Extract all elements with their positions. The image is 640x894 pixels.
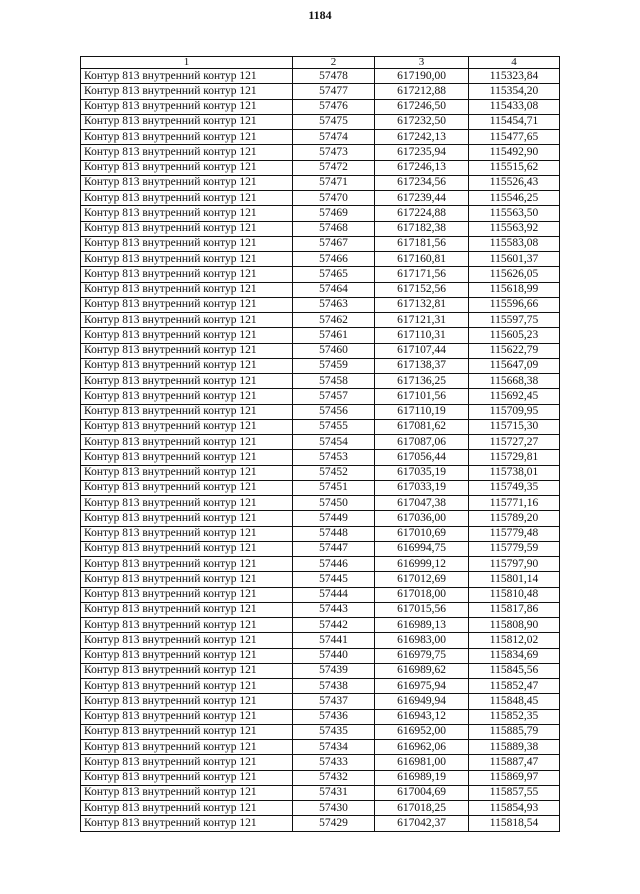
- point-number-cell: 57461: [293, 328, 375, 343]
- point-number-cell: 57444: [293, 587, 375, 602]
- contour-name-cell: Контур 813 внутренний контур 121: [81, 511, 293, 526]
- table-row: [81, 694, 560, 709]
- table-row: [81, 419, 560, 434]
- x-coordinate-cell: 616999,12: [375, 557, 469, 572]
- table-row: [81, 175, 560, 190]
- table-row: [81, 145, 560, 160]
- point-number-cell: 57447: [293, 541, 375, 556]
- table-row: [81, 511, 560, 526]
- x-coordinate-cell: 617107,44: [375, 343, 469, 358]
- x-coordinate-cell: 617101,56: [375, 389, 469, 404]
- contour-name-cell: Контур 813 внутренний контур 121: [81, 282, 293, 297]
- x-coordinate-cell: 617033,19: [375, 480, 469, 495]
- table-row: [81, 404, 560, 419]
- x-coordinate-cell: 617035,19: [375, 465, 469, 480]
- contour-name-cell: Контур 813 внутренний контур 121: [81, 450, 293, 465]
- table-row: [81, 709, 560, 724]
- x-coordinate-cell: 617036,00: [375, 511, 469, 526]
- y-coordinate-cell: 115771,16: [469, 496, 560, 511]
- contour-name-cell: Контур 813 внутренний контур 121: [81, 419, 293, 434]
- y-coordinate-cell: 115605,23: [469, 328, 560, 343]
- contour-name-cell: Контур 813 внутренний контур 121: [81, 328, 293, 343]
- point-number-cell: 57459: [293, 358, 375, 373]
- y-coordinate-cell: 115854,93: [469, 801, 560, 816]
- x-coordinate-cell: 617224,88: [375, 206, 469, 221]
- column-header-3: 3: [375, 57, 469, 69]
- y-coordinate-cell: 115729,81: [469, 450, 560, 465]
- contour-name-cell: Контур 813 внутренний контур 121: [81, 663, 293, 678]
- y-coordinate-cell: 115601,37: [469, 252, 560, 267]
- point-number-cell: 57451: [293, 480, 375, 495]
- point-number-cell: 57453: [293, 450, 375, 465]
- point-number-cell: 57452: [293, 465, 375, 480]
- y-coordinate-cell: 115626,05: [469, 267, 560, 282]
- x-coordinate-cell: 617132,81: [375, 297, 469, 312]
- column-header-4: 4: [469, 57, 560, 69]
- point-number-cell: 57467: [293, 236, 375, 251]
- y-coordinate-cell: 115492,90: [469, 145, 560, 160]
- x-coordinate-cell: 617246,50: [375, 99, 469, 114]
- point-number-cell: 57430: [293, 801, 375, 816]
- x-coordinate-cell: 617056,44: [375, 450, 469, 465]
- y-coordinate-cell: 115647,09: [469, 358, 560, 373]
- table-row: [81, 69, 560, 84]
- y-coordinate-cell: 115749,35: [469, 480, 560, 495]
- point-number-cell: 57477: [293, 84, 375, 99]
- point-number-cell: 57473: [293, 145, 375, 160]
- y-coordinate-cell: 115885,79: [469, 724, 560, 739]
- contour-name-cell: Контур 813 внутренний контур 121: [81, 694, 293, 709]
- x-coordinate-cell: 617182,38: [375, 221, 469, 236]
- contour-name-cell: Контур 813 внутренний контур 121: [81, 785, 293, 800]
- contour-name-cell: Контур 813 внутренний контур 121: [81, 69, 293, 84]
- y-coordinate-cell: 115477,65: [469, 130, 560, 145]
- x-coordinate-cell: 617081,62: [375, 419, 469, 434]
- y-coordinate-cell: 115546,25: [469, 191, 560, 206]
- contour-name-cell: Контур 813 внутренний контур 121: [81, 541, 293, 556]
- y-coordinate-cell: 115668,38: [469, 374, 560, 389]
- column-header-2: 2: [293, 57, 375, 69]
- contour-name-cell: Контур 813 внутренний контур 121: [81, 480, 293, 495]
- table-row: [81, 602, 560, 617]
- point-number-cell: 57464: [293, 282, 375, 297]
- y-coordinate-cell: 115887,47: [469, 755, 560, 770]
- contour-name-cell: Контур 813 внутренний контур 121: [81, 130, 293, 145]
- x-coordinate-cell: 616975,94: [375, 679, 469, 694]
- x-coordinate-cell: 616949,94: [375, 694, 469, 709]
- x-coordinate-cell: 617087,06: [375, 435, 469, 450]
- y-coordinate-cell: 115597,75: [469, 313, 560, 328]
- table-row: [81, 206, 560, 221]
- x-coordinate-cell: 617136,25: [375, 374, 469, 389]
- point-number-cell: 57460: [293, 343, 375, 358]
- table-row: [81, 313, 560, 328]
- x-coordinate-cell: 617042,37: [375, 816, 469, 831]
- table-row: [81, 572, 560, 587]
- point-number-cell: 57450: [293, 496, 375, 511]
- contour-name-cell: Контур 813 внутренний контур 121: [81, 236, 293, 251]
- contour-name-cell: Контур 813 внутренний контур 121: [81, 602, 293, 617]
- y-coordinate-cell: 115817,86: [469, 602, 560, 617]
- coordinates-table: [80, 56, 560, 832]
- point-number-cell: 57462: [293, 313, 375, 328]
- y-coordinate-cell: 115563,92: [469, 221, 560, 236]
- table-row: [81, 328, 560, 343]
- table-row: [81, 252, 560, 267]
- point-number-cell: 57446: [293, 557, 375, 572]
- contour-name-cell: Контур 813 внутренний контур 121: [81, 724, 293, 739]
- y-coordinate-cell: 115779,48: [469, 526, 560, 541]
- contour-name-cell: Контур 813 внутренний контур 121: [81, 297, 293, 312]
- y-coordinate-cell: 115797,90: [469, 557, 560, 572]
- point-number-cell: 57439: [293, 663, 375, 678]
- y-coordinate-cell: 115852,35: [469, 709, 560, 724]
- table-row: [81, 465, 560, 480]
- x-coordinate-cell: 617232,50: [375, 114, 469, 129]
- contour-name-cell: Контур 813 внутренний контур 121: [81, 618, 293, 633]
- column-header-1: 1: [81, 57, 293, 69]
- x-coordinate-cell: 616979,75: [375, 648, 469, 663]
- x-coordinate-cell: 616962,06: [375, 740, 469, 755]
- y-coordinate-cell: 115808,90: [469, 618, 560, 633]
- table-row: [81, 99, 560, 114]
- y-coordinate-cell: 115848,45: [469, 694, 560, 709]
- x-coordinate-cell: 617235,94: [375, 145, 469, 160]
- contour-name-cell: Контур 813 внутренний контур 121: [81, 114, 293, 129]
- point-number-cell: 57465: [293, 267, 375, 282]
- x-coordinate-cell: 617138,37: [375, 358, 469, 373]
- page-number: 1184: [308, 8, 332, 22]
- point-number-cell: 57474: [293, 130, 375, 145]
- y-coordinate-cell: 115433,08: [469, 99, 560, 114]
- table-row: [81, 358, 560, 373]
- x-coordinate-cell: 617234,56: [375, 175, 469, 190]
- y-coordinate-cell: 115692,45: [469, 389, 560, 404]
- point-number-cell: 57466: [293, 252, 375, 267]
- contour-name-cell: Контур 813 внутренний контур 121: [81, 816, 293, 831]
- table-row: [81, 389, 560, 404]
- table-row: [81, 236, 560, 251]
- point-number-cell: 57436: [293, 709, 375, 724]
- point-number-cell: 57445: [293, 572, 375, 587]
- table-row: [81, 435, 560, 450]
- point-number-cell: 57443: [293, 602, 375, 617]
- point-number-cell: 57448: [293, 526, 375, 541]
- table-row: [81, 526, 560, 541]
- table-row: [81, 160, 560, 175]
- y-coordinate-cell: 115845,56: [469, 663, 560, 678]
- x-coordinate-cell: 617004,69: [375, 785, 469, 800]
- point-number-cell: 57471: [293, 175, 375, 190]
- x-coordinate-cell: 617239,44: [375, 191, 469, 206]
- y-coordinate-cell: 115738,01: [469, 465, 560, 480]
- y-coordinate-cell: 115869,97: [469, 770, 560, 785]
- x-coordinate-cell: 617015,56: [375, 602, 469, 617]
- contour-name-cell: Контур 813 внутренний контур 121: [81, 313, 293, 328]
- point-number-cell: 57432: [293, 770, 375, 785]
- point-number-cell: 57438: [293, 679, 375, 694]
- contour-name-cell: Контур 813 внутренний контур 121: [81, 221, 293, 236]
- table-row: [81, 785, 560, 800]
- contour-name-cell: Контур 813 внутренний контур 121: [81, 206, 293, 221]
- x-coordinate-cell: 616943,12: [375, 709, 469, 724]
- contour-name-cell: Контур 813 внутренний контур 121: [81, 160, 293, 175]
- y-coordinate-cell: 115818,54: [469, 816, 560, 831]
- table-row: [81, 755, 560, 770]
- table-row: [81, 130, 560, 145]
- contour-name-cell: Контур 813 внутренний контур 121: [81, 709, 293, 724]
- x-coordinate-cell: 617152,56: [375, 282, 469, 297]
- y-coordinate-cell: 115622,79: [469, 343, 560, 358]
- table-row: [81, 191, 560, 206]
- x-coordinate-cell: 617212,88: [375, 84, 469, 99]
- table-row: [81, 114, 560, 129]
- contour-name-cell: Контур 813 внутренний контур 121: [81, 99, 293, 114]
- y-coordinate-cell: 115857,55: [469, 785, 560, 800]
- point-number-cell: 57472: [293, 160, 375, 175]
- y-coordinate-cell: 115526,43: [469, 175, 560, 190]
- table-row: [81, 648, 560, 663]
- point-number-cell: 57457: [293, 389, 375, 404]
- point-number-cell: 57437: [293, 694, 375, 709]
- point-number-cell: 57455: [293, 419, 375, 434]
- table-row: [81, 374, 560, 389]
- table-body: [81, 57, 560, 832]
- x-coordinate-cell: 617171,56: [375, 267, 469, 282]
- table-row: [81, 724, 560, 739]
- y-coordinate-cell: 115812,02: [469, 633, 560, 648]
- contour-name-cell: Контур 813 внутренний контур 121: [81, 191, 293, 206]
- y-coordinate-cell: 115596,66: [469, 297, 560, 312]
- point-number-cell: 57456: [293, 404, 375, 419]
- x-coordinate-cell: 617018,25: [375, 801, 469, 816]
- contour-name-cell: Контур 813 внутренний контур 121: [81, 587, 293, 602]
- y-coordinate-cell: 115789,20: [469, 511, 560, 526]
- y-coordinate-cell: 115715,30: [469, 419, 560, 434]
- y-coordinate-cell: 115454,71: [469, 114, 560, 129]
- y-coordinate-cell: 115354,20: [469, 84, 560, 99]
- table-row: [81, 587, 560, 602]
- y-coordinate-cell: 115852,47: [469, 679, 560, 694]
- contour-name-cell: Контур 813 внутренний контур 121: [81, 175, 293, 190]
- x-coordinate-cell: 616983,00: [375, 633, 469, 648]
- contour-name-cell: Контур 813 внутренний контур 121: [81, 740, 293, 755]
- table-row: [81, 496, 560, 511]
- table-row: [81, 84, 560, 99]
- table-row: [81, 633, 560, 648]
- point-number-cell: 57434: [293, 740, 375, 755]
- table-row: [81, 343, 560, 358]
- contour-name-cell: Контур 813 внутренний контур 121: [81, 496, 293, 511]
- x-coordinate-cell: 617012,69: [375, 572, 469, 587]
- contour-name-cell: Контур 813 внутренний контур 121: [81, 572, 293, 587]
- point-number-cell: 57441: [293, 633, 375, 648]
- y-coordinate-cell: 115709,95: [469, 404, 560, 419]
- contour-name-cell: Контур 813 внутренний контур 121: [81, 557, 293, 572]
- table-row: [81, 267, 560, 282]
- table-row: [81, 740, 560, 755]
- y-coordinate-cell: 115834,69: [469, 648, 560, 663]
- x-coordinate-cell: 617246,13: [375, 160, 469, 175]
- point-number-cell: 57429: [293, 816, 375, 831]
- x-coordinate-cell: 617160,81: [375, 252, 469, 267]
- x-coordinate-cell: 617242,13: [375, 130, 469, 145]
- table-row: [81, 816, 560, 831]
- table-row: [81, 618, 560, 633]
- contour-name-cell: Контур 813 внутренний контур 121: [81, 404, 293, 419]
- x-coordinate-cell: 616989,19: [375, 770, 469, 785]
- point-number-cell: 57478: [293, 69, 375, 84]
- table-row: [81, 221, 560, 236]
- contour-name-cell: Контур 813 внутренний контур 121: [81, 435, 293, 450]
- table-row: [81, 541, 560, 556]
- x-coordinate-cell: 617181,56: [375, 236, 469, 251]
- point-number-cell: 57469: [293, 206, 375, 221]
- contour-name-cell: Контур 813 внутренний контур 121: [81, 755, 293, 770]
- point-number-cell: 57440: [293, 648, 375, 663]
- contour-name-cell: Контур 813 внутренний контур 121: [81, 465, 293, 480]
- contour-name-cell: Контур 813 внутренний контур 121: [81, 801, 293, 816]
- x-coordinate-cell: 617110,19: [375, 404, 469, 419]
- table-row: [81, 679, 560, 694]
- table-row: [81, 663, 560, 678]
- x-coordinate-cell: 617110,31: [375, 328, 469, 343]
- x-coordinate-cell: 617047,38: [375, 496, 469, 511]
- contour-name-cell: Контур 813 внутренний контур 121: [81, 389, 293, 404]
- x-coordinate-cell: 616981,00: [375, 755, 469, 770]
- point-number-cell: 57435: [293, 724, 375, 739]
- point-number-cell: 57470: [293, 191, 375, 206]
- x-coordinate-cell: 617121,31: [375, 313, 469, 328]
- contour-name-cell: Контур 813 внутренний контур 121: [81, 267, 293, 282]
- contour-name-cell: Контур 813 внутренний контур 121: [81, 358, 293, 373]
- table-row: [81, 282, 560, 297]
- point-number-cell: 57475: [293, 114, 375, 129]
- point-number-cell: 57442: [293, 618, 375, 633]
- x-coordinate-cell: 617018,00: [375, 587, 469, 602]
- contour-name-cell: Контур 813 внутренний контур 121: [81, 343, 293, 358]
- contour-name-cell: Контур 813 внутренний контур 121: [81, 84, 293, 99]
- contour-name-cell: Контур 813 внутренний контур 121: [81, 374, 293, 389]
- table-header-row: [81, 57, 560, 69]
- table-row: [81, 770, 560, 785]
- table-row: [81, 801, 560, 816]
- table-row: [81, 480, 560, 495]
- contour-name-cell: Контур 813 внутренний контур 121: [81, 679, 293, 694]
- y-coordinate-cell: 115583,08: [469, 236, 560, 251]
- y-coordinate-cell: 115515,62: [469, 160, 560, 175]
- contour-name-cell: Контур 813 внутренний контур 121: [81, 252, 293, 267]
- table-row: [81, 557, 560, 572]
- point-number-cell: 57476: [293, 99, 375, 114]
- table-row: [81, 450, 560, 465]
- x-coordinate-cell: 617190,00: [375, 69, 469, 84]
- y-coordinate-cell: 115323,84: [469, 69, 560, 84]
- contour-name-cell: Контур 813 внутренний контур 121: [81, 633, 293, 648]
- y-coordinate-cell: 115801,14: [469, 572, 560, 587]
- point-number-cell: 57449: [293, 511, 375, 526]
- x-coordinate-cell: 616989,13: [375, 618, 469, 633]
- contour-name-cell: Контур 813 внутренний контур 121: [81, 526, 293, 541]
- x-coordinate-cell: 616994,75: [375, 541, 469, 556]
- point-number-cell: 57431: [293, 785, 375, 800]
- table-row: [81, 297, 560, 312]
- point-number-cell: 57463: [293, 297, 375, 312]
- x-coordinate-cell: 616952,00: [375, 724, 469, 739]
- contour-name-cell: Контур 813 внутренний контур 121: [81, 145, 293, 160]
- x-coordinate-cell: 617010,69: [375, 526, 469, 541]
- contour-name-cell: Контур 813 внутренний контур 121: [81, 770, 293, 785]
- x-coordinate-cell: 616989,62: [375, 663, 469, 678]
- contour-name-cell: Контур 813 внутренний контур 121: [81, 648, 293, 663]
- point-number-cell: 57458: [293, 374, 375, 389]
- point-number-cell: 57454: [293, 435, 375, 450]
- y-coordinate-cell: 115889,38: [469, 740, 560, 755]
- point-number-cell: 57468: [293, 221, 375, 236]
- y-coordinate-cell: 115727,27: [469, 435, 560, 450]
- point-number-cell: 57433: [293, 755, 375, 770]
- y-coordinate-cell: 115779,59: [469, 541, 560, 556]
- y-coordinate-cell: 115618,99: [469, 282, 560, 297]
- y-coordinate-cell: 115810,48: [469, 587, 560, 602]
- y-coordinate-cell: 115563,50: [469, 206, 560, 221]
